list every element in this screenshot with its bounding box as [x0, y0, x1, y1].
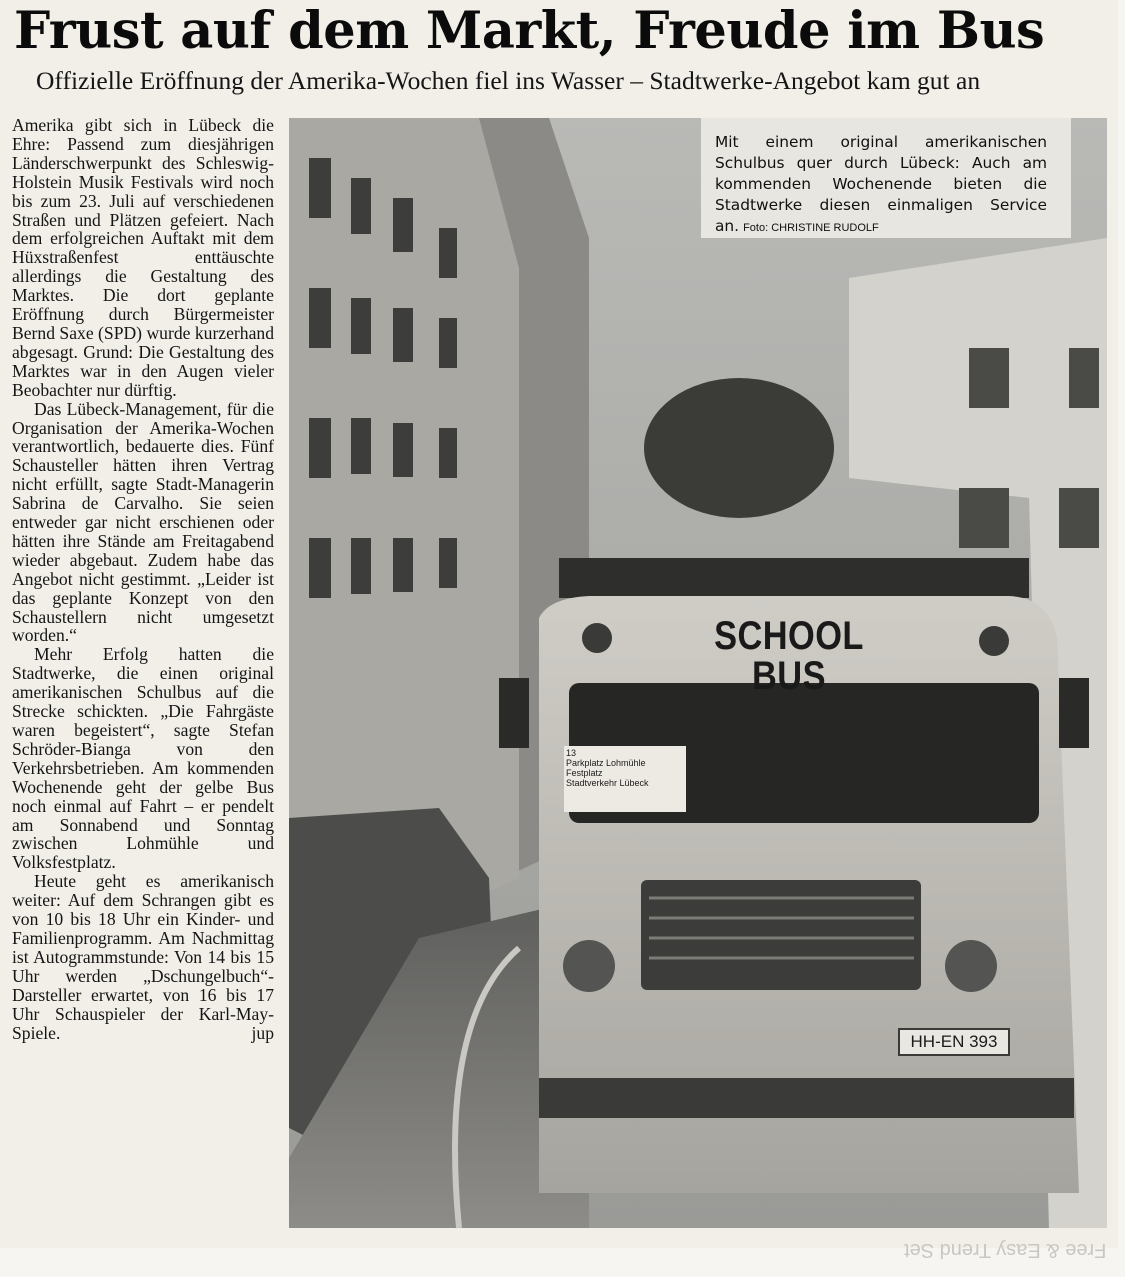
bus-headlight-right: [945, 940, 997, 992]
article-paragraph-4-text: Heute geht es amerikanisch weiter: Auf dem Schrangen gibt es von 10 bis 18 Uhr ein Kinder- und Familienprogramm. Am Nachmittag ist Autogrammstunde: Von 14 bis 15 Uhr werden „Dschungelbuch“-Darsteller erwartet, von 16 bis 17 Uhr Schauspieler der Karl-May-Spiele.: [12, 871, 274, 1043]
article-paragraph-3: Mehr Erfolg hatten die Stadtwerke, die einen original amerikanischen Schulbus auf die Strecke schickten. „Die Fahrgäste waren begeistert“, sagte Stefan Schröder-Bianga von den Verkehrsbetrieben. Am kommenden Wochenende geht der gelbe Bus noch einmal auf Fahrt – er pendelt am Sonnabend und Sonntag zwischen Lohmühle und Volksfestplatz.: [12, 644, 274, 873]
route-operator: Stadtverkehr Lübeck: [566, 778, 649, 788]
license-plate: HH-EN 393: [910, 1032, 998, 1051]
route-destination: Festplatz: [566, 768, 603, 778]
photo-caption: [715, 132, 1047, 239]
byline: jup: [251, 1022, 274, 1043]
tree: [644, 378, 834, 518]
bus-route-sign: [566, 748, 684, 808]
bus-marker-left: [582, 623, 612, 653]
headline: Frust auf dem Markt, Freude im Bus: [14, 1, 1045, 61]
article-body: [12, 116, 274, 1246]
article-paragraph-2: Das Lübeck-Management, für die Organisation der Amerika-Wochen verantwortlich, bedauerte dies. Fünf Schausteller hätten ihren Vertrag nicht erfüllt, sagte Stadt-Managerin Sabrina de Carvalho. Sie seien entweder gar nicht erschienen oder hätten ihre Stände am Freitagabend wieder abgebaut. Zudem habe das Angebot nicht gestimmt. „Leider ist das geplante Konzept von den Schaustellern nicht umgesetzt worden.“: [12, 398, 274, 646]
bus-roof-rack: [559, 558, 1029, 598]
article-paragraph-4: [12, 872, 274, 1042]
bus-marker-right: [979, 626, 1009, 656]
bus-headlight-left: [563, 940, 615, 992]
caption-text: Mit einem original amerikanischen Schulbus quer durch Lübeck: Auch am kommenden Wochenende bieten die Stadtwerke diesen einmaligen Service an.: [715, 133, 1047, 235]
subheadline: Offizielle Eröffnung der Amerika-Wochen fiel ins Wasser – Stadtwerke-Angebot kam gut an: [36, 66, 981, 95]
article-paragraph-1: Amerika gibt sich in Lübeck die Ehre: Passend zum diesjährigen Länderschwerpunkt des Schleswig-Holstein Musik Festivals wird noch bis zum 23. Juli auf verschiedenen Straßen und Plätzen gefeiert. Nach dem erfolgreichen Auftakt mit dem Hüxstraßenfest enttäuschte allerdings die Gestaltung des Marktes. Die dort geplante Eröffnung durch Bürgermeister Bernd Saxe (SPD) wurde kurzerhand abgesagt. Grund: Die Gestaltung des Marktes war in den Augen vieler Beobachter nur dürftig.: [12, 115, 274, 400]
route-origin: Parkplatz Lohmühle: [566, 758, 646, 768]
school-bus-photo: [289, 118, 1107, 1228]
photo-credit: Foto: CHRISTINE RUDOLF: [743, 222, 879, 234]
photo-scene: [289, 118, 1107, 1228]
route-number: 13: [566, 748, 577, 758]
bus-mirror-right: [1059, 678, 1089, 748]
bleed-through-text: Free & Easy Trend Set: [903, 1239, 1106, 1261]
bus-mirror-left: [499, 678, 529, 748]
bus-bumper: [539, 1078, 1074, 1118]
bus-sign: SCHOOL BUS: [714, 614, 864, 698]
